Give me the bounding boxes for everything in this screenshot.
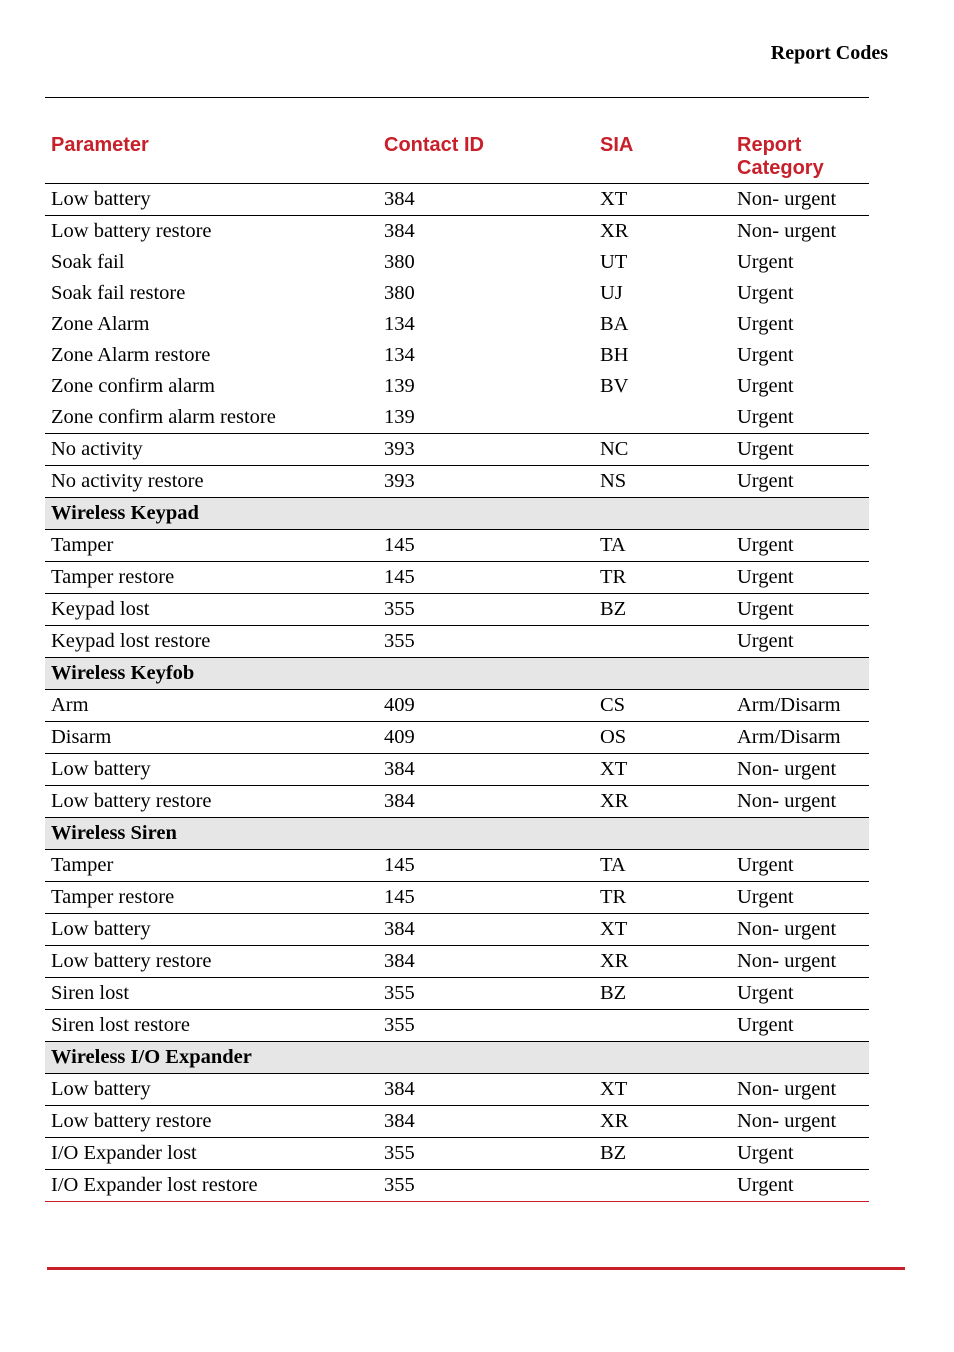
cell-contact-id: 145 bbox=[378, 882, 594, 914]
table-row bbox=[45, 247, 869, 278]
cell-sia: XR bbox=[594, 946, 731, 978]
cell-sia bbox=[594, 1010, 731, 1042]
cell-contact-id: 384 bbox=[378, 914, 594, 946]
cell-parameter: Soak fail restore bbox=[51, 282, 186, 304]
cell-parameter: Zone Alarm restore bbox=[51, 344, 211, 366]
cell-sia: XT bbox=[594, 914, 731, 946]
cell-parameter: Low battery bbox=[45, 754, 378, 786]
cell-parameter: Siren lost restore bbox=[45, 1010, 378, 1042]
section-header-row bbox=[45, 498, 869, 530]
cell-sia: UT bbox=[600, 251, 628, 273]
cell-parameter: Soak fail bbox=[51, 251, 125, 273]
section-title: Wireless Keypad bbox=[45, 498, 869, 530]
cell-report-category: Non- urgent bbox=[731, 1106, 869, 1138]
cell-parameter: Zone confirm alarm restore bbox=[45, 402, 378, 434]
cell-sia: XR bbox=[594, 1106, 731, 1138]
cell-report-category: Urgent bbox=[731, 1170, 869, 1202]
cell-parameter: Low battery restore bbox=[51, 220, 212, 242]
cell-report-category: Non- urgent bbox=[731, 184, 869, 216]
cell-sia bbox=[594, 1170, 731, 1202]
table-row bbox=[45, 914, 869, 946]
cell-contact-id: 384 bbox=[378, 786, 594, 818]
page-header: Report Codes bbox=[770, 42, 888, 64]
cell-report-category: Urgent bbox=[731, 1138, 869, 1170]
cell-sia: NS bbox=[594, 466, 731, 498]
table-row bbox=[45, 562, 869, 594]
cell-contact-id: 409 bbox=[378, 722, 594, 754]
cell-sia: TA bbox=[594, 530, 731, 562]
section-header-row bbox=[45, 1042, 869, 1074]
table-row bbox=[45, 309, 869, 340]
cell-contact-id: 134 bbox=[384, 313, 415, 335]
table-row bbox=[45, 530, 869, 562]
cell-report-category: Urgent bbox=[731, 530, 869, 562]
cell-report-category: Urgent bbox=[731, 850, 869, 882]
cell-parameter: No activity bbox=[45, 434, 378, 466]
cell-parameter: Disarm bbox=[45, 722, 378, 754]
cell-parameter: No activity restore bbox=[45, 466, 378, 498]
cell-contact-id: 384 bbox=[378, 184, 594, 216]
table-row bbox=[45, 402, 869, 434]
cell-contact-id: 139 bbox=[384, 375, 415, 397]
cell-report-category: Urgent bbox=[731, 978, 869, 1010]
cell-report-category: Urgent bbox=[737, 375, 794, 397]
cell-parameter: I/O Expander lost bbox=[45, 1138, 378, 1170]
cell-report-category: Non- urgent bbox=[731, 786, 869, 818]
cell-report-category: Non- urgent bbox=[731, 1074, 869, 1106]
cell-contact-id: 145 bbox=[378, 562, 594, 594]
cell-contact-id: 380 bbox=[384, 282, 415, 304]
cell-contact-id: 393 bbox=[378, 434, 594, 466]
cell-parameter: Tamper restore bbox=[45, 562, 378, 594]
report-codes-table bbox=[45, 130, 869, 1202]
cell-contact-id: 384 bbox=[384, 220, 415, 242]
cell-sia: XT bbox=[594, 1074, 731, 1106]
column-header-sia: SIA bbox=[594, 130, 731, 184]
column-header-report-category: Report Category bbox=[731, 130, 869, 184]
cell-contact-id: 380 bbox=[384, 251, 415, 273]
table-row bbox=[45, 594, 869, 626]
cell-sia: NC bbox=[594, 434, 731, 466]
table-body bbox=[45, 184, 869, 1202]
cell-sia: TA bbox=[594, 850, 731, 882]
section-title: Wireless Siren bbox=[45, 818, 869, 850]
cell-contact-id: 355 bbox=[378, 626, 594, 658]
section-header-row bbox=[45, 818, 869, 850]
cell-parameter: Keypad lost restore bbox=[45, 626, 378, 658]
table-row bbox=[45, 184, 869, 216]
cell-sia bbox=[594, 402, 731, 434]
cell-contact-id: 384 bbox=[378, 1074, 594, 1106]
table-row bbox=[45, 278, 869, 309]
table-row bbox=[45, 850, 869, 882]
cell-contact-id: 355 bbox=[378, 1138, 594, 1170]
cell-sia: TR bbox=[594, 562, 731, 594]
cell-parameter: Low battery restore bbox=[45, 786, 378, 818]
table-row bbox=[45, 722, 869, 754]
table-row bbox=[45, 466, 869, 498]
cell-parameter: Low battery restore bbox=[45, 946, 378, 978]
cell-parameter: I/O Expander lost restore bbox=[45, 1170, 378, 1202]
cell-report-category: Urgent bbox=[731, 594, 869, 626]
cell-contact-id: 145 bbox=[378, 850, 594, 882]
table-row bbox=[45, 1106, 869, 1138]
table-row bbox=[45, 786, 869, 818]
cell-contact-id: 145 bbox=[378, 530, 594, 562]
cell-contact-id: 384 bbox=[378, 754, 594, 786]
cell-parameter: Zone Alarm bbox=[51, 313, 150, 335]
cell-report-category: Urgent bbox=[737, 251, 794, 273]
table-row bbox=[45, 946, 869, 978]
cell-contact-id: 393 bbox=[378, 466, 594, 498]
cell-report-category: Urgent bbox=[737, 313, 794, 335]
cell-sia: BZ bbox=[594, 594, 731, 626]
table-header-row bbox=[45, 130, 869, 184]
table-row bbox=[45, 371, 869, 402]
cell-report-category: Urgent bbox=[731, 626, 869, 658]
cell-parameter: Tamper bbox=[45, 850, 378, 882]
cell-report-category: Urgent bbox=[731, 434, 869, 466]
table-row bbox=[45, 1170, 869, 1202]
header-divider bbox=[45, 97, 869, 98]
table-row bbox=[45, 1074, 869, 1106]
cell-sia: TR bbox=[594, 882, 731, 914]
cell-parameter: Low battery bbox=[45, 914, 378, 946]
cell-sia: XR bbox=[600, 220, 629, 242]
cell-report-category: Urgent bbox=[731, 466, 869, 498]
cell-parameter: Low battery restore bbox=[45, 1106, 378, 1138]
cell-sia: BZ bbox=[594, 978, 731, 1010]
cell-parameter: Zone confirm alarm bbox=[51, 375, 215, 397]
table-row bbox=[45, 216, 869, 248]
cell-contact-id: 355 bbox=[378, 1170, 594, 1202]
cell-parameter: Low battery bbox=[45, 184, 378, 216]
column-header-parameter: Parameter bbox=[45, 130, 378, 184]
cell-parameter: Arm bbox=[45, 690, 378, 722]
cell-report-category: Arm/Disarm bbox=[731, 722, 869, 754]
cell-report-category: Non- urgent bbox=[731, 946, 869, 978]
cell-report-category: Non- urgent bbox=[731, 914, 869, 946]
cell-parameter: Keypad lost bbox=[45, 594, 378, 626]
cell-sia: CS bbox=[594, 690, 731, 722]
cell-parameter: Siren lost bbox=[45, 978, 378, 1010]
cell-sia: UJ bbox=[600, 282, 623, 304]
report-codes-table-container bbox=[45, 130, 869, 1202]
cell-report-category: Non- urgent bbox=[737, 220, 837, 242]
cell-sia: XT bbox=[594, 754, 731, 786]
cell-report-category: Arm/Disarm bbox=[731, 690, 869, 722]
cell-parameter: Low battery bbox=[45, 1074, 378, 1106]
cell-sia bbox=[594, 626, 731, 658]
cell-contact-id: 134 bbox=[384, 344, 415, 366]
cell-sia: BA bbox=[600, 313, 629, 335]
table-row bbox=[45, 690, 869, 722]
cell-sia: OS bbox=[594, 722, 731, 754]
cell-sia: BH bbox=[600, 344, 629, 366]
table-row bbox=[45, 626, 869, 658]
table-row bbox=[45, 978, 869, 1010]
cell-contact-id: 384 bbox=[378, 1106, 594, 1138]
table-row bbox=[45, 882, 869, 914]
cell-report-category: Urgent bbox=[731, 562, 869, 594]
column-header-contact-id: Contact ID bbox=[378, 130, 594, 184]
section-title: Wireless I/O Expander bbox=[45, 1042, 869, 1074]
cell-report-category: Non- urgent bbox=[731, 754, 869, 786]
table-row bbox=[45, 1010, 869, 1042]
cell-contact-id: 139 bbox=[378, 402, 594, 434]
cell-sia: BV bbox=[600, 375, 629, 397]
table-row bbox=[45, 754, 869, 786]
cell-parameter: Tamper bbox=[45, 530, 378, 562]
cell-report-category: Urgent bbox=[737, 344, 794, 366]
table-row bbox=[45, 340, 869, 371]
table-row bbox=[45, 1138, 869, 1170]
cell-parameter: Tamper restore bbox=[45, 882, 378, 914]
cell-contact-id: 355 bbox=[378, 594, 594, 626]
cell-contact-id: 355 bbox=[378, 978, 594, 1010]
cell-sia: BZ bbox=[594, 1138, 731, 1170]
cell-sia: XT bbox=[594, 184, 731, 216]
cell-sia: XR bbox=[594, 786, 731, 818]
cell-report-category: Urgent bbox=[737, 282, 794, 304]
footer-divider bbox=[47, 1267, 905, 1270]
cell-contact-id: 409 bbox=[378, 690, 594, 722]
cell-report-category: Urgent bbox=[731, 1010, 869, 1042]
section-title: Wireless Keyfob bbox=[45, 658, 869, 690]
cell-contact-id: 355 bbox=[378, 1010, 594, 1042]
section-header-row bbox=[45, 658, 869, 690]
cell-report-category: Urgent bbox=[731, 882, 869, 914]
cell-contact-id: 384 bbox=[378, 946, 594, 978]
cell-report-category: Urgent bbox=[731, 402, 869, 434]
table-row bbox=[45, 434, 869, 466]
